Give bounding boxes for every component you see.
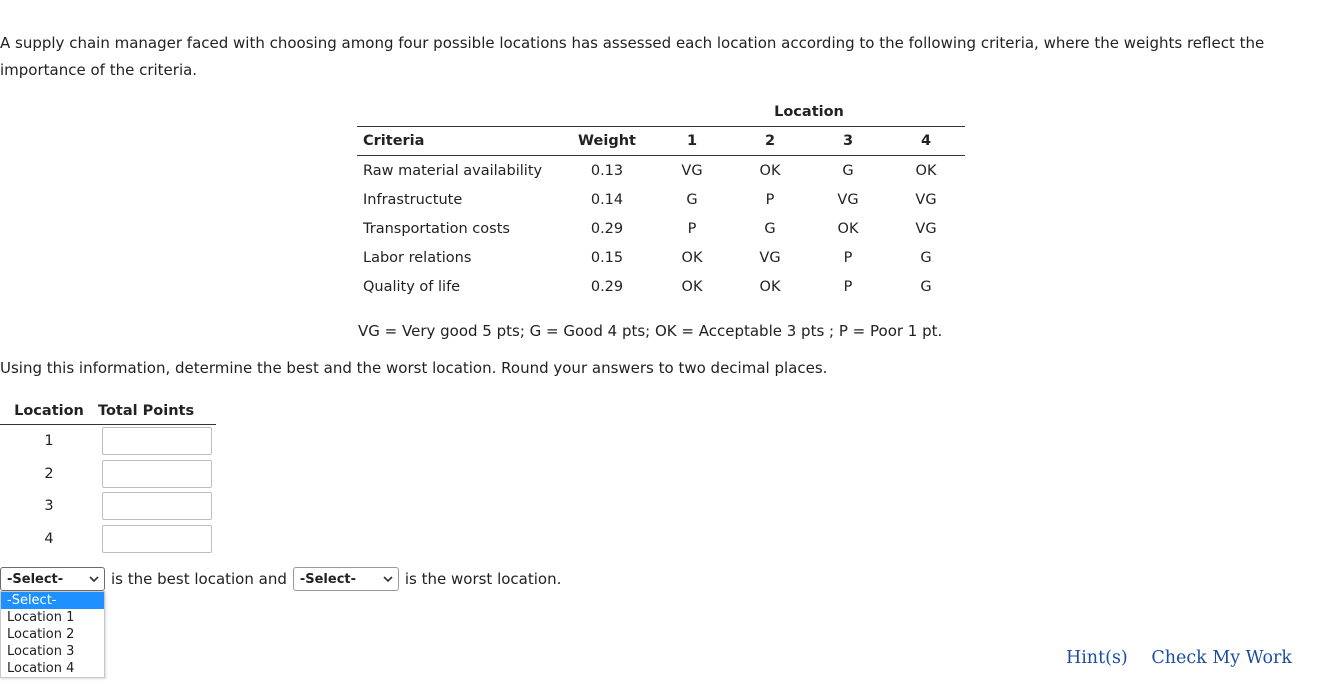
hints-link[interactable]: Hint(s) — [1065, 648, 1128, 668]
weight-cell: 0.15 — [590, 249, 624, 266]
total-points-input-4[interactable] — [102, 525, 212, 553]
criteria-header: Criteria — [357, 127, 561, 156]
weight-cell: 0.29 — [590, 220, 624, 237]
criteria-cell: Raw material availability — [363, 162, 543, 179]
location-3-header: 3 — [809, 127, 887, 156]
dropdown-option-location-4[interactable]: Location 4 — [7, 661, 75, 676]
location-number: 3 — [44, 498, 54, 515]
rating-cell: VG — [681, 162, 703, 179]
worst-location-select[interactable] — [293, 567, 399, 591]
scale-note: VG = Very good 5 pts; G = Good 4 pts; OK = Acceptable 3 pts ; P = Poor 1 pt. — [358, 322, 943, 340]
rating-cell: VG — [759, 249, 781, 266]
answer-line — [0, 566, 561, 592]
rating-cell: VG — [837, 191, 859, 208]
rating-cell: VG — [915, 191, 937, 208]
points-table — [0, 398, 216, 555]
dropdown-option-location-1[interactable]: Location 1 — [7, 610, 75, 625]
rating-cell: G — [920, 249, 932, 266]
location-header: Location — [0, 398, 98, 425]
best-location-text: is the best location and — [111, 570, 287, 588]
check-my-work-link[interactable]: Check My Work — [1151, 648, 1292, 668]
worst-location-text: is the worst location. — [404, 570, 562, 588]
rating-cell: OK — [837, 220, 859, 237]
rating-cell: P — [765, 191, 775, 208]
criteria-row — [357, 272, 965, 301]
points-header-row — [0, 398, 216, 425]
points-row — [0, 425, 216, 458]
points-row — [0, 523, 216, 556]
criteria-cell: Quality of life — [363, 278, 461, 295]
criteria-row — [357, 243, 965, 272]
chevron-down-icon — [382, 572, 394, 586]
footer-links — [1048, 648, 1292, 668]
rating-cell: OK — [681, 278, 703, 295]
total-points-input-3[interactable] — [102, 492, 212, 520]
worst-location-select-value: -Select- — [299, 571, 357, 587]
criteria-row — [357, 156, 965, 186]
weight-header: Weight — [561, 127, 653, 156]
points-row — [0, 458, 216, 491]
rating-cell: G — [764, 220, 776, 237]
weight-cell: 0.14 — [590, 191, 624, 208]
rating-cell: OK — [915, 162, 937, 179]
criteria-row — [357, 185, 965, 214]
rating-cell: OK — [759, 162, 781, 179]
question-text: Using this information, determine the best and the worst location. Round your answers to two decimal places. — [0, 359, 828, 377]
criteria-cell: Transportation costs — [363, 220, 510, 237]
location-number: 1 — [44, 433, 54, 450]
dropdown-option-location-3[interactable]: Location 3 — [7, 644, 75, 659]
total-points-input-2[interactable] — [102, 460, 212, 488]
column-header-row — [357, 127, 965, 156]
rating-cell: P — [843, 278, 853, 295]
rating-cell: VG — [915, 220, 937, 237]
rating-cell: P — [843, 249, 853, 266]
dropdown-option-location-2[interactable]: Location 2 — [7, 627, 75, 642]
intro-text: A supply chain manager faced with choosing among four possible locations has assessed each location according to the following criteria, where the weights reflect the importance of the criteria. — [0, 34, 1265, 79]
location-number: 2 — [44, 465, 54, 482]
chevron-down-icon — [88, 572, 100, 586]
criteria-row — [357, 214, 965, 243]
rating-cell: G — [920, 278, 932, 295]
location-1-header: 1 — [653, 127, 731, 156]
best-location-select-value: -Select- — [7, 571, 64, 587]
best-location-dropdown — [0, 591, 105, 678]
location-2-header: 2 — [731, 127, 809, 156]
location-number: 4 — [44, 530, 54, 547]
total-points-header: Total Points — [98, 398, 216, 425]
location-header-row — [357, 98, 965, 127]
weight-cell: 0.29 — [590, 278, 624, 295]
criteria-cell: Infrastructute — [363, 191, 463, 208]
total-points-input-1[interactable] — [102, 427, 212, 455]
weight-cell: 0.13 — [590, 162, 624, 179]
rating-cell: OK — [759, 278, 781, 295]
rating-cell: G — [842, 162, 854, 179]
best-location-select[interactable] — [0, 567, 105, 591]
dropdown-option-select[interactable]: -Select- — [1, 592, 104, 609]
criteria-cell: Labor relations — [363, 249, 472, 266]
location-4-header: 4 — [887, 127, 965, 156]
points-row — [0, 490, 216, 523]
rating-cell: P — [687, 220, 697, 237]
criteria-table — [357, 98, 965, 301]
location-group-header: Location — [653, 98, 965, 127]
rating-cell: G — [686, 191, 698, 208]
rating-cell: OK — [681, 249, 703, 266]
